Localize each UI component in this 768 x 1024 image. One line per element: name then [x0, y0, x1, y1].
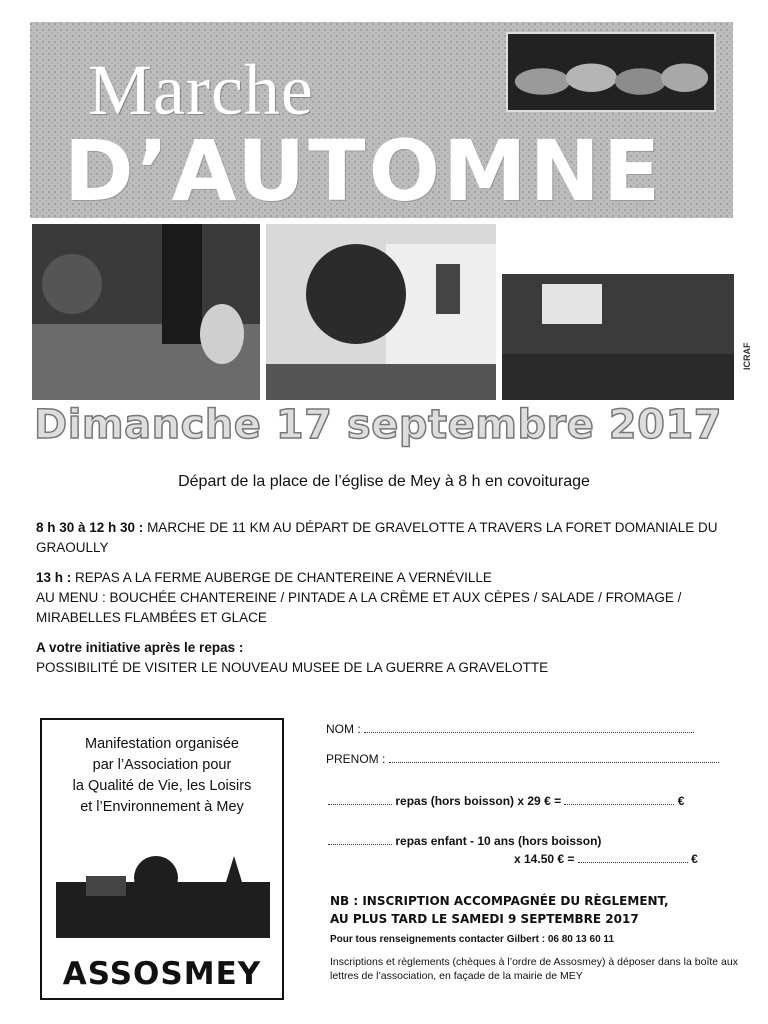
repas-total-field[interactable]: [564, 795, 674, 805]
walk-item: [36, 518, 746, 558]
organizer-line: Manifestation organisée: [85, 736, 239, 752]
walk-time: 8 h 30 à 12 h 30 :: [36, 520, 144, 535]
fine-print: Inscriptions et règlements (chèques à l’ordre de Assosmey) à déposer dans la boîte aux lettres de l’association, en façade de la mairie de MEY: [330, 956, 738, 982]
euro-sign: €: [677, 794, 685, 808]
repas-label: repas (hors boisson): [395, 794, 515, 808]
enfant-row: [328, 834, 601, 848]
euro-sign: €: [691, 852, 698, 866]
enfant-qty-field[interactable]: [328, 835, 392, 845]
meal-item: [36, 568, 746, 628]
museum-caption: Musée de la Guerre à Gravelotte: [514, 226, 652, 236]
photo-credit: ICRAF: [742, 342, 752, 370]
title-automne: D’AUTOMNE: [64, 122, 664, 218]
assosmey-logo: ASSOSMEY: [62, 956, 262, 992]
enfant-price-row: [514, 852, 698, 866]
prenom-field[interactable]: [389, 753, 719, 763]
organizer-text: [42, 734, 282, 818]
departure-info: Départ de la place de l’église de Mey à 8 h en covoiturage: [178, 473, 590, 490]
nom-row: [326, 722, 694, 736]
repas-price: x 29 € =: [517, 794, 562, 808]
repas-row: [328, 794, 684, 808]
enfant-label: repas enfant - 10 ans (hors boisson): [395, 834, 602, 848]
after-heading: A votre initiative après le repas :: [36, 640, 244, 655]
title-banner: [30, 22, 733, 218]
nom-field[interactable]: [364, 723, 694, 733]
prenom-row: [326, 752, 719, 766]
event-date: Dimanche 17 septembre 2017: [34, 402, 723, 448]
hiking-photo: [32, 224, 260, 400]
organizer-box: [40, 718, 284, 1000]
organizer-line: et l’Environnement à Mey: [80, 799, 244, 815]
repas-qty-field[interactable]: [328, 795, 392, 805]
village-photo: [56, 842, 270, 938]
after-text: POSSIBILITÉ DE VISITER LE NOUVEAU MUSEE DE LA GUERRE A GRAVELOTTE: [36, 660, 549, 675]
contact-info: Pour tous renseignements contacter Gilbert : 06 80 13 60 11: [330, 934, 614, 945]
menu-text: AU MENU : BOUCHÉE CHANTEREINE / PINTADE A LA CRÈME ET AUX CÈPES / SALADE / FROMAGE / MIRABELLES FLAMBÉES ET GLACE: [36, 590, 682, 625]
program: [36, 518, 746, 688]
nb-notice: [330, 892, 740, 928]
nom-label: NOM :: [326, 722, 361, 736]
nb-line: AU PLUS TARD LE SAMEDI 9 SEPTEMBRE 2017: [330, 912, 639, 926]
enfant-price: x 14.50 € =: [514, 852, 575, 866]
shoes-photo: [506, 32, 716, 112]
enfant-total-field[interactable]: [578, 853, 688, 863]
organizer-line: par l’Association pour: [92, 757, 232, 773]
organizer-line: la Qualité de Vie, les Loisirs: [72, 778, 252, 794]
after-item: [36, 638, 746, 678]
walk-text: MARCHE DE 11 KM AU DÉPART DE GRAVELOTTE A TRAVERS LA FORET DOMANIALE DU GRAOULLY: [36, 520, 718, 555]
museum-photo: [502, 224, 734, 400]
meal-text: REPAS A LA FERME AUBERGE DE CHANTEREINE A VERNÉVILLE: [71, 570, 492, 585]
nb-line: NB : INSCRIPTION ACCOMPAGNÉE DU RÈGLEMENT,: [330, 894, 669, 908]
meal-time: 13 h :: [36, 570, 72, 585]
prenom-label: PRENOM :: [326, 752, 386, 766]
house-photo: [266, 224, 496, 400]
title-marche: Marche: [88, 50, 314, 130]
